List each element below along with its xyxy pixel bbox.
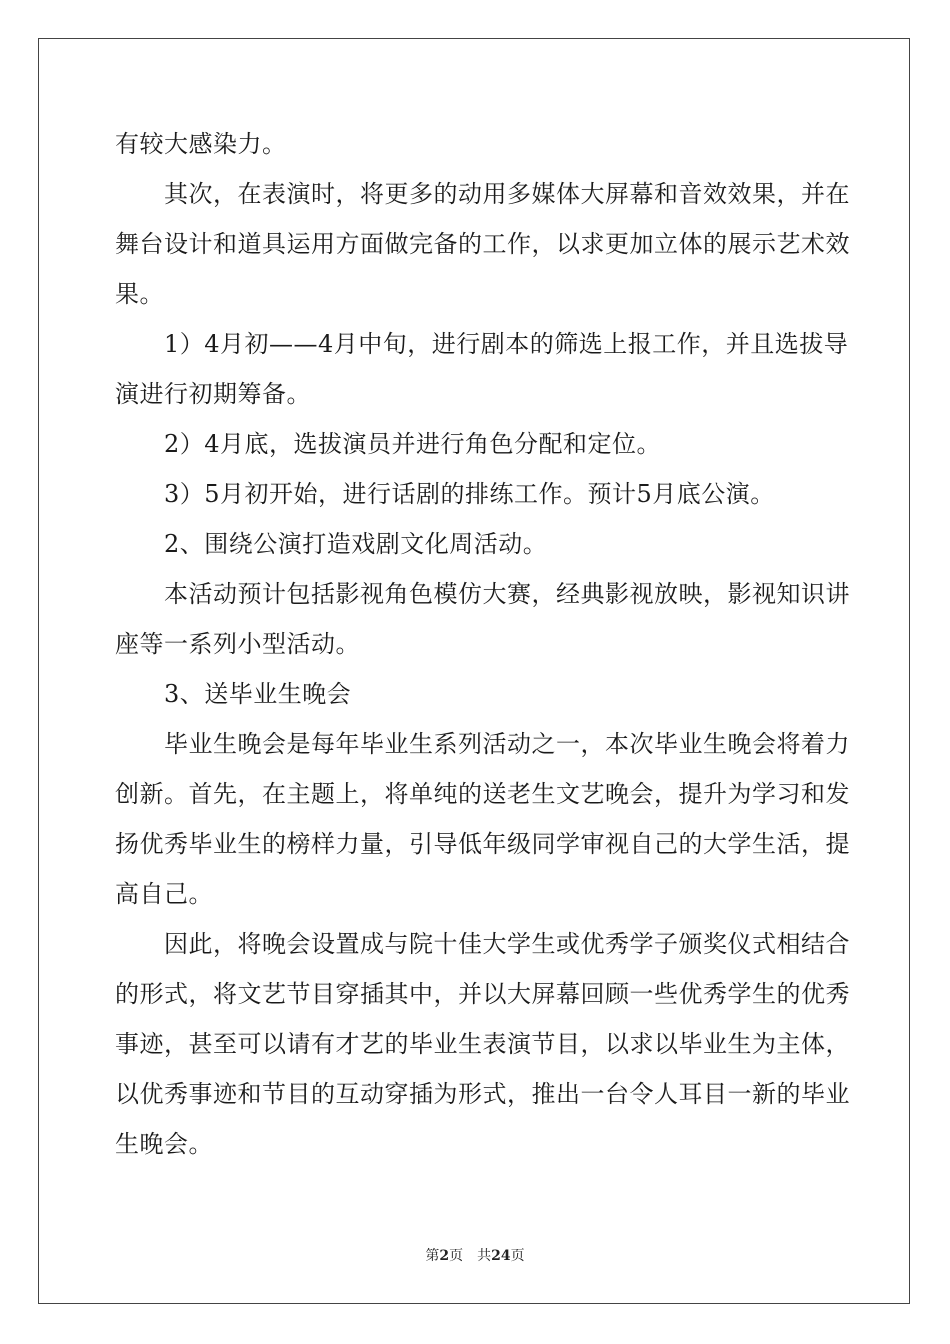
page-suffix: 页 [449,1248,464,1264]
text-line: 以优秀事迹和节目的互动穿插为形式，推出一台令人耳目一新的毕业 [115,1080,850,1108]
text-line: 舞台设计和道具运用方面做完备的工作，以求更加立体的展示艺术效 [115,230,850,258]
text-line: 座等一系列小型活动。 [115,630,360,658]
text-line: 1）4月初——4月中旬，进行剧本的筛选上报工作，并且选拔导 [115,330,849,358]
text-line: 3、送毕业生晚会 [115,680,352,708]
text-line: 创新。首先，在主题上，将单纯的送老生文艺晚会，提升为学习和发 [115,780,850,808]
text-line: 事迹，甚至可以请有才艺的毕业生表演节目，以求以毕业生为主体， [115,1030,850,1058]
text-line: 高自己。 [115,880,213,908]
text-line: 因此，将晚会设置成与院十佳大学生或优秀学子颁奖仪式相结合 [115,930,850,958]
page-total: 24 [491,1248,511,1264]
page-current: 2 [439,1248,450,1264]
total-suffix: 页 [510,1248,525,1264]
text-line: 扬优秀毕业生的榜样力量，引导低年级同学审视自己的大学生活，提 [115,830,850,858]
text-line: 本活动预计包括影视角色模仿大赛，经典影视放映，影视知识讲 [115,580,850,608]
total-prefix: 共 [477,1248,492,1264]
page-prefix: 第 [425,1248,440,1264]
text-line: 有较大感染力。 [115,130,287,158]
text-line: 生晚会。 [115,1130,213,1158]
text-line: 毕业生晚会是每年毕业生系列活动之一，本次毕业生晚会将着力 [115,730,850,758]
text-line: 果。 [115,280,164,308]
text-line: 的形式，将文艺节目穿插其中，并以大屏幕回顾一些优秀学生的优秀 [115,980,850,1008]
text-line: 2）4月底，选拔演员并进行角色分配和定位。 [115,430,662,458]
text-line: 3）5月初开始，进行话剧的排练工作。预计5月底公演。 [115,480,775,508]
page-footer [0,1245,950,1265]
text-line: 其次，在表演时，将更多的动用多媒体大屏幕和音效效果，并在 [115,180,850,208]
text-line: 演进行初期筹备。 [115,380,311,408]
text-line: 2、围绕公演打造戏剧文化周活动。 [115,530,548,558]
